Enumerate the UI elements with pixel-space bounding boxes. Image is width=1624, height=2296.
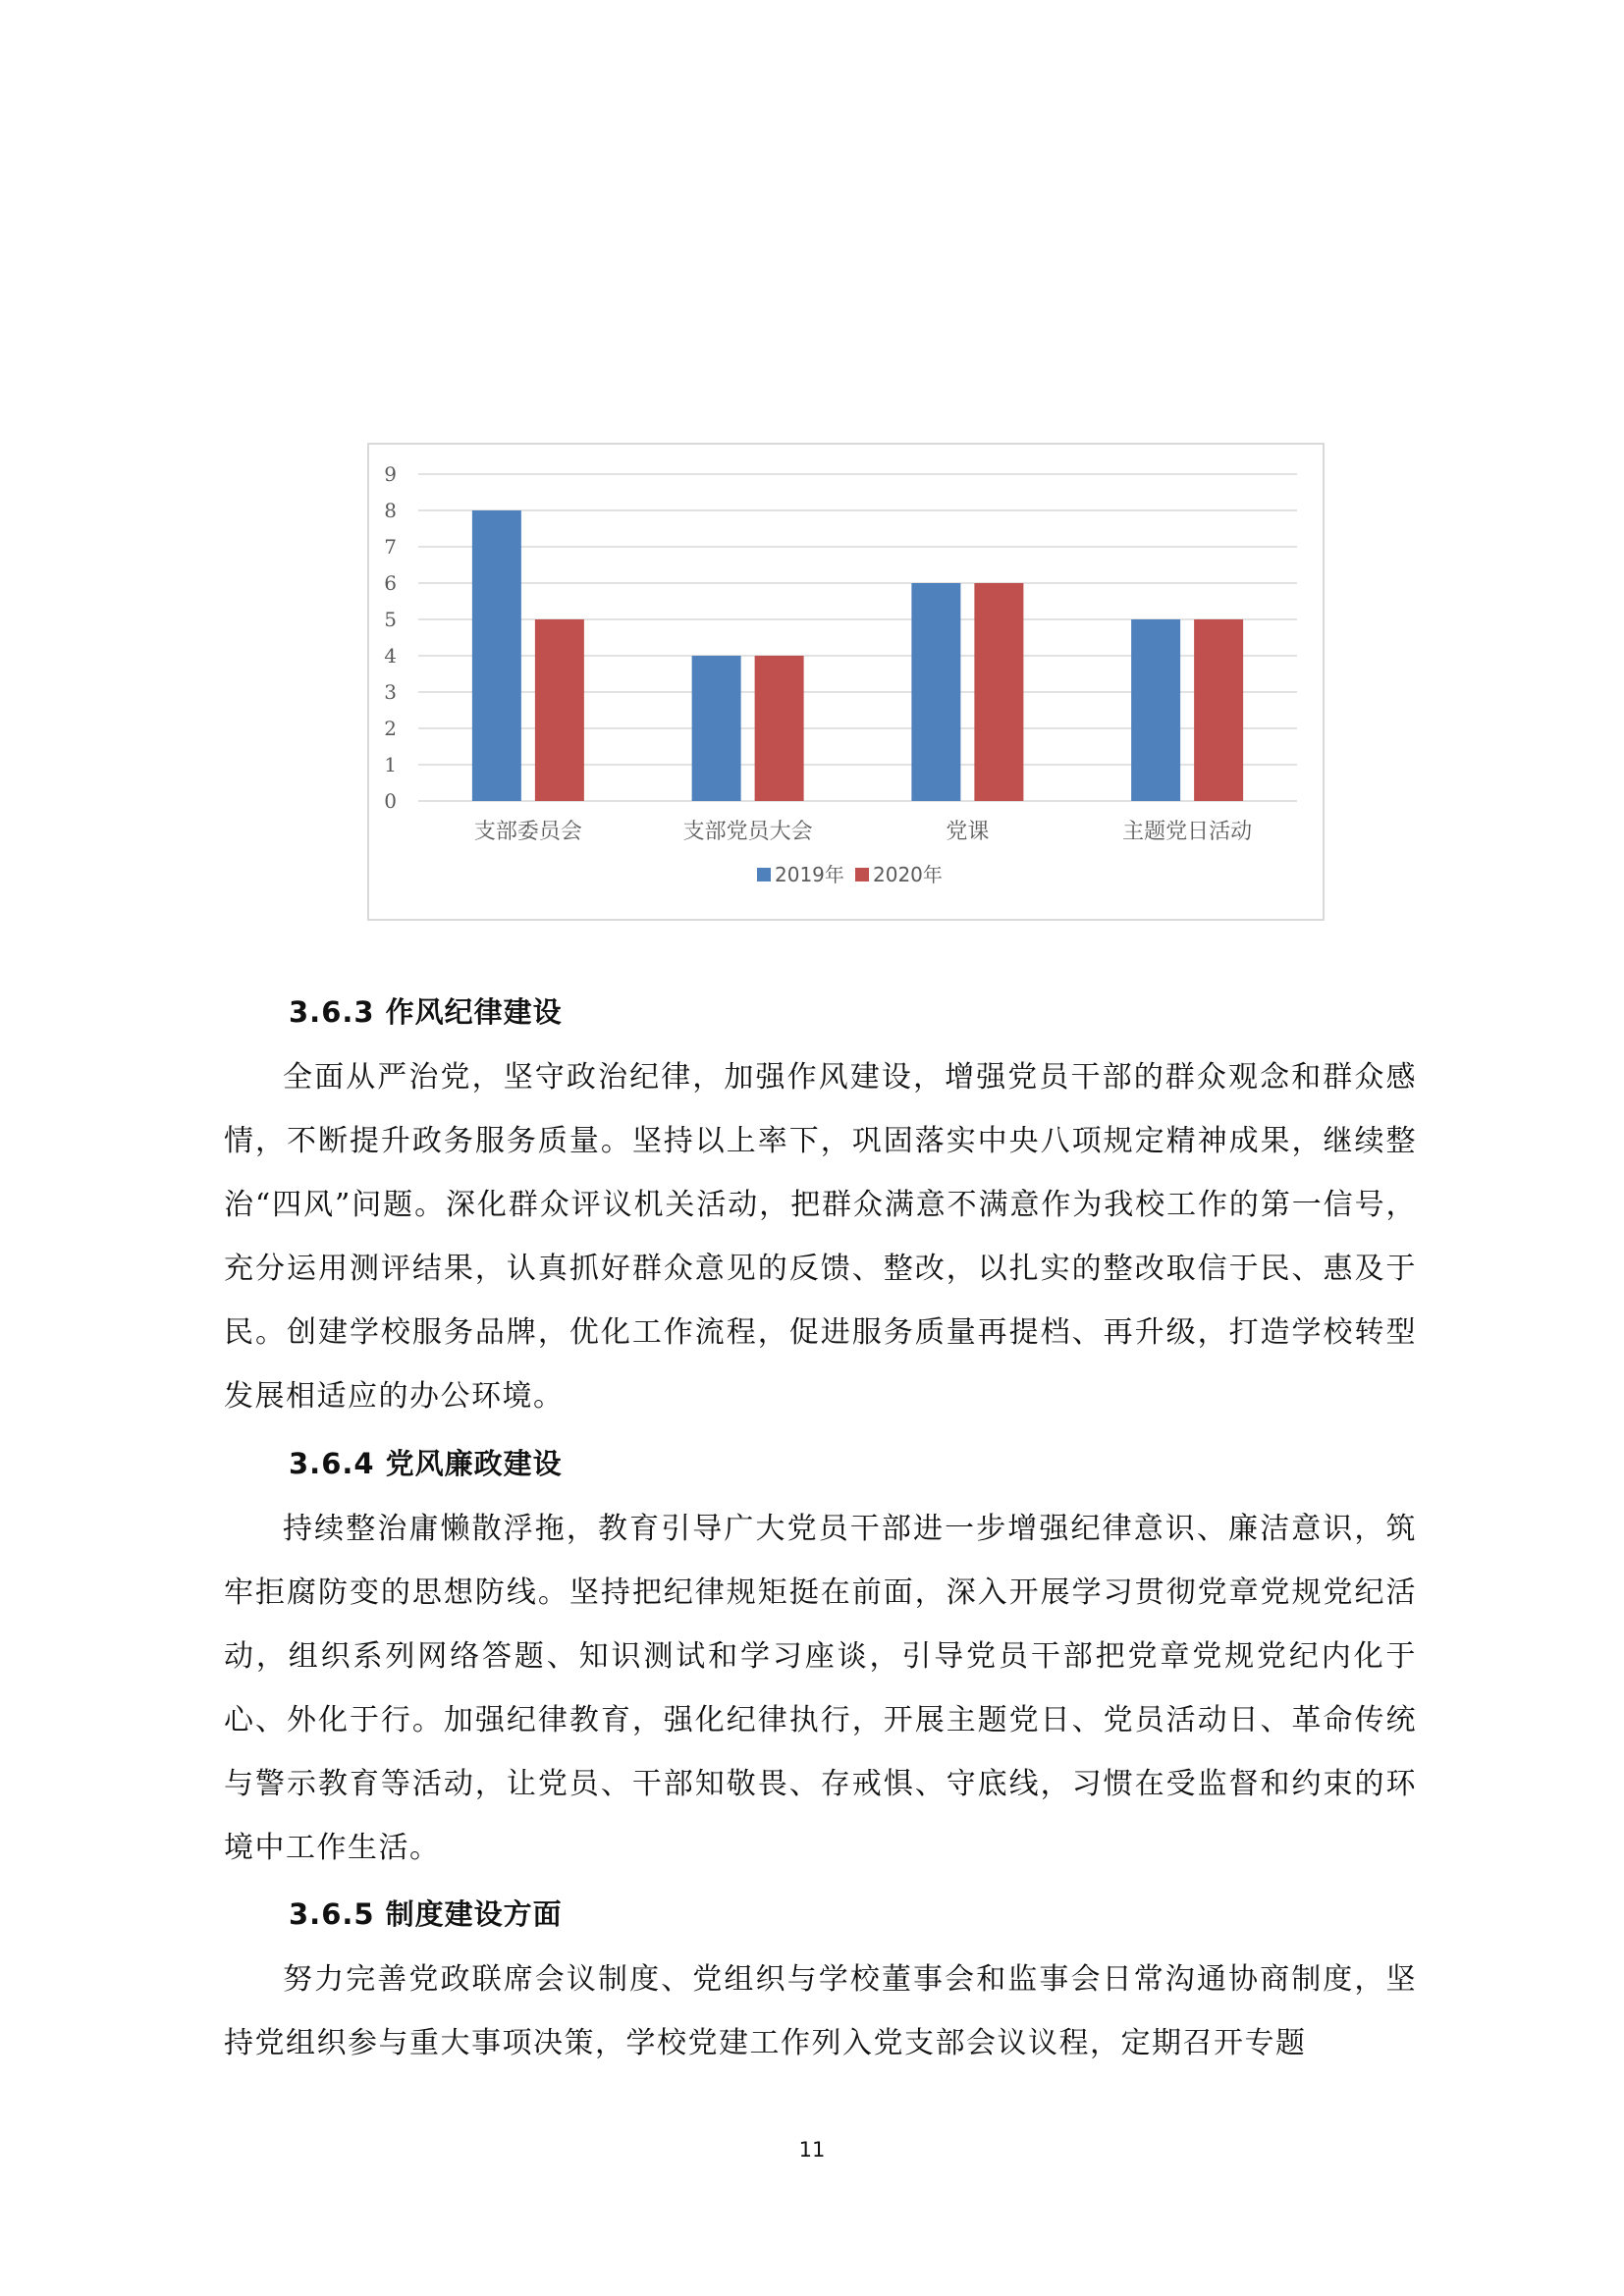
legend-swatch <box>757 868 771 881</box>
section-paragraph-3-6-4: 持续整治庸懒散浮拖，教育引导广大党员干部进一步增强纪律意识、廉洁意识，筑牢拒腐防变的思想防线。坚持把纪律规矩挺在前面，深入开展学习贯彻党章党规党纪活动，组织系列网络答题、知识测试和学习座谈，引导党员干部把党章党规党纪内化于心、外化于行。加强纪律教育，强化纪律执行，开展主题党日、党员活动日、革命传统与警示教育等活动，让党员、干部知敬畏、存戒惧、守底线，习惯在受监督和约束的环境中工作生活。 <box>224 1512 1417 1865</box>
y-tick-label: 4 <box>384 644 397 667</box>
y-tick-label: 2 <box>384 717 397 740</box>
bar <box>911 583 960 801</box>
x-tick-label: 支部党员大会 <box>682 820 813 844</box>
section-heading-3-6-5: 3.6.5 制度建设方面 <box>289 1897 563 1931</box>
bar <box>1194 619 1243 801</box>
y-tick-label: 5 <box>384 608 397 631</box>
y-tick-label: 6 <box>384 571 397 595</box>
page-number: 11 <box>798 2138 826 2162</box>
x-tick-label: 支部委员会 <box>473 820 582 844</box>
bar <box>472 510 521 801</box>
x-tick-label: 主题党日活动 <box>1122 820 1253 844</box>
x-tick-label: 党课 <box>946 820 990 844</box>
y-tick-label: 7 <box>384 535 397 559</box>
y-tick-label: 8 <box>384 499 397 522</box>
bar-chart-svg <box>369 445 1326 923</box>
legend-label: 2020年 <box>873 863 943 886</box>
y-tick-label: 9 <box>384 462 397 486</box>
bar <box>692 656 741 801</box>
bar <box>535 619 584 801</box>
section-heading-3-6-3: 3.6.3 作风纪律建设 <box>289 995 563 1029</box>
legend-swatch <box>855 868 869 881</box>
y-tick-label: 3 <box>384 680 397 704</box>
bar <box>974 583 1023 801</box>
bar <box>1131 619 1180 801</box>
y-tick-label: 1 <box>384 753 397 776</box>
section-paragraph-3-6-3: 全面从严治党，坚守政治纪律，加强作风建设，增强党员干部的群众观念和群众感情，不断提升政务服务质量。坚持以上率下，巩固落实中央八项规定精神成果，继续整治“四风”问题。深化群众评议机关活动，把群众满意不满意作为我校工作的第一信号，充分运用测评结果，认真抓好群众意见的反馈、整改，以扎实的整改取信于民、惠及于民。创建学校服务品牌，优化工作流程，促进服务质量再提档、再升级，打造学校转型发展相适应的办公环境。 <box>224 1060 1417 1414</box>
legend-label: 2019年 <box>775 863 844 886</box>
y-tick-label: 0 <box>384 789 397 813</box>
bar-chart <box>367 443 1325 921</box>
section-heading-3-6-4: 3.6.4 党风廉政建设 <box>289 1447 563 1480</box>
bar <box>755 656 804 801</box>
section-paragraph-3-6-5: 努力完善党政联席会议制度、党组织与学校董事会和监事会日常沟通协商制度，坚持党组织参与重大事项决策，学校党建工作列入党支部会议议程，定期召开专题 <box>224 1962 1417 2060</box>
